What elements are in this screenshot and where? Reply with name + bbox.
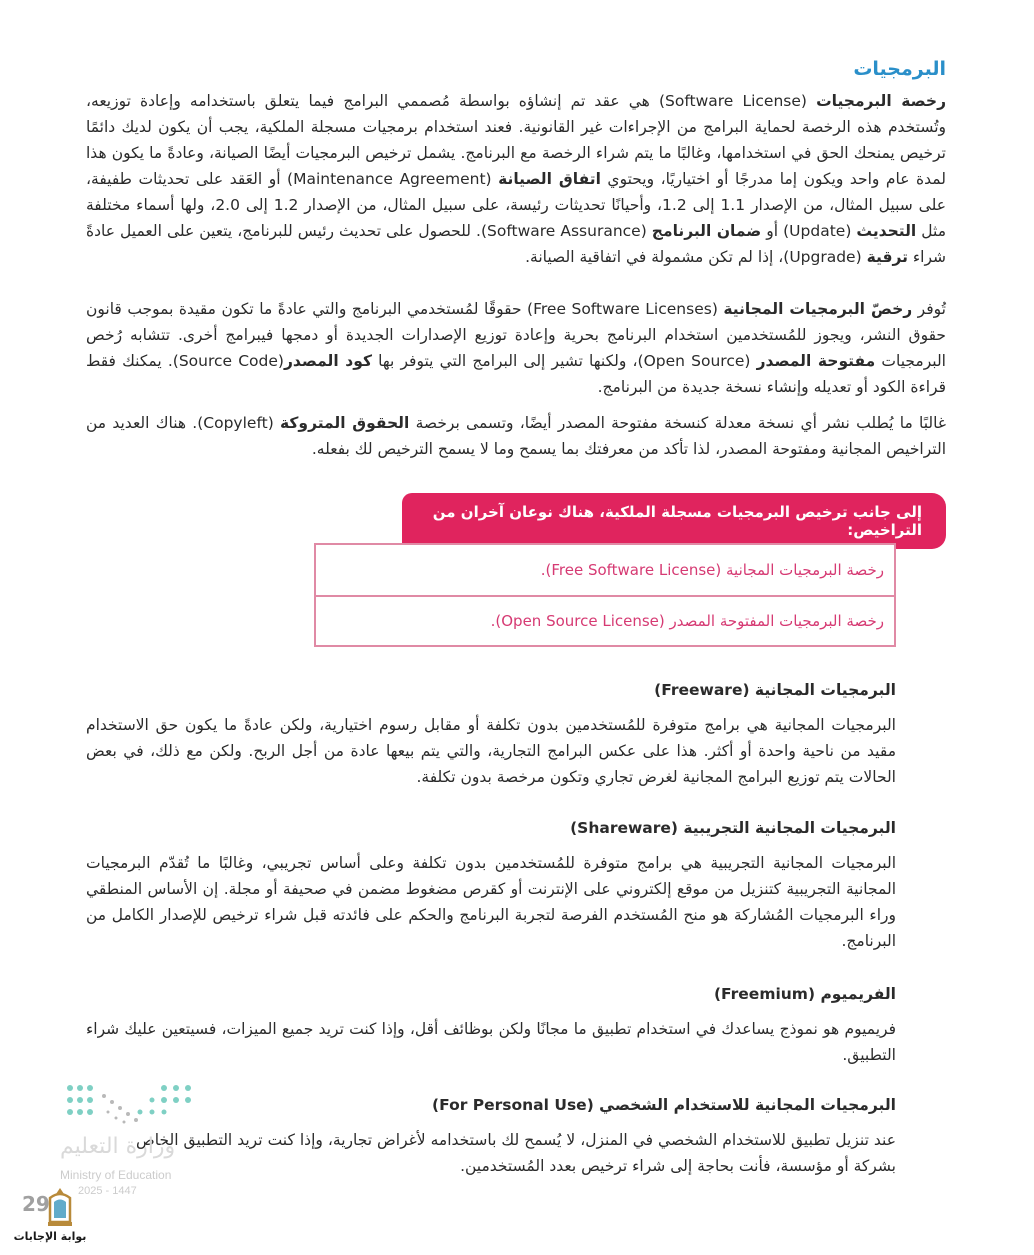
freemium-body: فريميوم هو نموذج يساعدك في استخدام تطبيق ما مجانًا ولكن بوظائف أقل، وإذا كنت تريد جميع الميزات، فسيتعين عليك شراء التطبيق. — [86, 1020, 896, 1064]
page-number: 29 — [22, 1192, 50, 1216]
ministry-name-arabic: وزارة التعليم — [60, 1134, 176, 1159]
callout-heading: إلى جانب ترخيص البرمجيات مسجلة الملكية، هناك نوعان آخران من التراخيص: — [402, 493, 946, 549]
freeware-body: البرمجيات المجانية هي برامج متوفرة للمُستخدمين بدون تكلفة أو مقابل رسوم اختيارية، ولكن عادةً ما يكون حق الاستخدام مقيد من ناحية واحدة أو أكثر. هذا على عكس البرامج التجارية، والتي يتم بيعها عادة من أجل الربح. ولكن مع ذلك، في بعض الحالات يتم توزيع البرامج المجانية لغرض تجاري وتكون مرخصة بدون تكلفة. — [86, 716, 896, 786]
personal-use-body: عند تنزيل تطبيق للاستخدام الشخصي في المنزل، لا يُسمح لك باستخدامه لأغراض تجارية، وإذا كنت تريد التطبيق الخاص بشركة أو مؤسسة، فأنت بحاجة إلى شراء ترخيص بعدد المُستخدمين. — [136, 1131, 896, 1175]
ministry-name-english: Ministry of Education — [60, 1168, 172, 1182]
watermark-text: بوابة الإجابات — [13, 1230, 87, 1243]
ministry-logo — [60, 1082, 200, 1200]
personal-use-heading: البرمجيات المجانية للاستخدام الشخصي (For Personal Use) — [432, 1096, 896, 1114]
copyleft-paragraph: غالبًا ما يُطلب نشر أي نسخة معدلة كنسخة مفتوحة المصدر أيضًا، وتسمى برخصة الحقوق المتروكة (Copyleft). هناك العديد من التراخيص المجانية ومفتوحة المصدر، لذا تأكد من معرفتك بما يسمح وما لا يسمح الترخيص لك بفعله. — [86, 414, 946, 458]
free-licenses-paragraph: تُوفر رخصّ البرمجيات المجانية (Free Software Licenses) حقوقًا لمُستخدمي البرنامج والتي عادةً ما تكون مقيدة بموجب قانون حقوق النشر، ويجوز للمُستخدمين استخدام البرنامج بحرية وإعادة توزيع الإصدارات الجديدة أو دمجها فيبرامج أخرى. تتشابه رُخص البرمجيات مفتوحة المصدر (Open Source)، ولكنها تشير إلى البرامج التي يتوفر بها كود المصدر(Source Code). يمكنك فقط قراءة الكود أو تعديله وإنشاء نسخة جديدة من البرنامج. — [86, 300, 946, 396]
license-paragraph: رخصة البرمجيات (Software License) هي عقد تم إنشاؤه بواسطة مُصممي البرامج فيما يتعلق باستخدامه وإعادة توزيعه، وتُستخدم هذه الرخصة لحماية البرامج من الإجراءات غير القانونية. فعند استخدام برمجيات مسجلة الملكية، يجب أن يكون لديك دائمًا ترخيص يمنحك الحق في استخدامها، وغالبًا ما يتم شراء الرخصة مع البرنامج. يشمل ترخيص البرمجيات أيضًا الصيانة، وعادةً ما يكون هذا لمدة عام واحد ويكون إما مدرجًا أو اختياريًا، ويحتوي اتفاق الصيانة (Maintenance Agreement) أو العَقد على تحديثات طفيفة، على سبيل المثال، من الإصدار 1.1 إلى 1.2، وأحيانًا تحديثات رئيسة، على سبيل المثال، من الإصدار 1.2 إلى 2.0، ولها أسماء مختلفة مثل التحديث (Update) أو ضمان البرنامج (Software Assurance). للحصول على تحديث رئيس للبرنامج، يتعين على العميل عادةً شراء ترقية (Upgrade)، إذا لم تكن مشمولة في اتفاقية الصيانة. — [86, 92, 947, 266]
lantern-icon — [40, 1186, 80, 1228]
freeware-heading: البرمجيات المجانية (Freeware) — [654, 681, 896, 699]
callout-item-open-source-license: رخصة البرمجيات المفتوحة المصدر (Open Source License). — [316, 595, 894, 645]
freemium-heading: الفريميوم (Freemium) — [713, 985, 896, 1003]
shareware-body: البرمجيات المجانية التجريبية هي برامج متوفرة للمُستخدمين بدون تكلفة وعلى أساس تجريبي، وغالبًا ما تُقدّم البرمجيات المجانية التجريبية كتنزيل من موقع إلكتروني على الإنترنت أو كقرص مضغوط مضمن في صحيفة أو مجلة. إن الأساس المنطقي وراء البرمجيات المُشاركة هو منح المُستخدم الفرصة لتجربة البرنامج والحكم على فائدته قبل شراء ترخيص للإصدار الكامل من البرنامج. — [86, 854, 896, 950]
shareware-heading: البرمجيات المجانية التجريبية (Shareware) — [570, 819, 896, 837]
callout-list — [314, 543, 896, 647]
watermark — [0, 1186, 96, 1255]
ministry-dots-icon — [64, 1082, 200, 1128]
callout-item-free-license: رخصة البرمجيات المجانية (Free Software License). — [540, 561, 884, 579]
license-types-callout — [314, 493, 946, 648]
page-title: البرمجيات — [853, 58, 946, 80]
ministry-year: 2025 - 1447 — [78, 1185, 137, 1197]
